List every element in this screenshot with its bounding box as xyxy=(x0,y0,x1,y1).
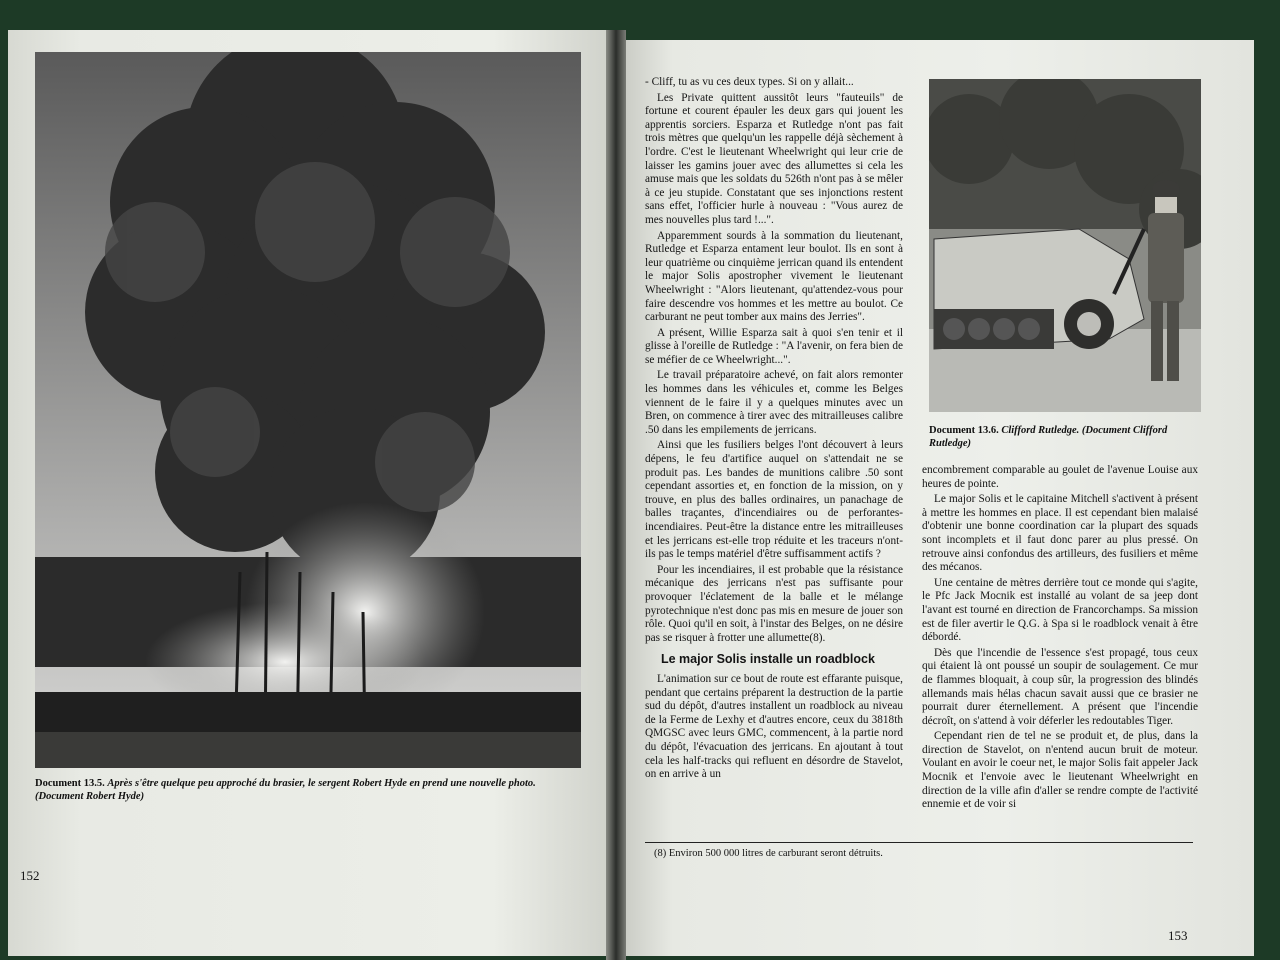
footnote: (8) Environ 500 000 litres de carburant seront détruits. xyxy=(654,848,883,859)
book-gutter xyxy=(606,30,626,960)
caption-text: Clifford Rutledge. (Document Clifford Rutledge) xyxy=(929,425,1168,449)
paragraph: Le major Solis et le capitaine Mitchell s'activent à présent à mettre les hommes en place. Il est cependant bien malaisé d'obtenir une bonne coordination car la plupart des squads sont incomplets et il faut donc parer au plus pressé. On retrouve ainsi confondus des artilleurs, des fusiliers et même des mécanos. xyxy=(922,493,1198,574)
right-text-column-2 xyxy=(922,464,1198,814)
caption-text: Après s'être quelque peu approché du brasier, le sergent Robert Hyde en prend une nouvelle photo. (Document Robert Hyde) xyxy=(35,778,536,802)
paragraph: Dès que l'incendie de l'essence s'est propagé, tous ceux qui étaient là ont poussé un soupir de soulagement. Ce mur de flammes bloquait, à coup sûr, la progression des blindés allemands mais hélas chacun savait aussi que ce brasier ne pourrait durer éternellement. A présent que l'incendie décroît, on s'attend à voir déferler les redoutables Tiger. xyxy=(922,646,1198,727)
paragraph: L'animation sur ce bout de route est effarante puisque, pendant que certains préparent la destruction de la partie sud du dépôt, d'autres installent un roadblock au niveau de la Ferme de Lexhy et d'autres encore, ceux du 3818th QMGSC avec leurs GMC, commencent, à la partie nord du dépôt, l'évacuation des jerricans. En ajoutant à tout cela les half-tracks qui refluent en désordre de Stavelot, on en arrive à un xyxy=(645,672,903,781)
paragraph: Une centaine de mètres derrière tout ce monde qui s'agite, le Pfc Jack Mocnik est installé au volant de sa jeep dont l'avant est tourné en direction de Francorchamps. Sa mission est de filer avertir le Q.G. à Spa si le roadblock venait à être débordé. xyxy=(922,576,1198,644)
paragraph: A présent, Willie Esparza sait à quoi s'en tenir et il glisse à l'oreille de Rutledge : "A l'avenir, on fera bien de se méfier de ce Wheelwright...". xyxy=(645,326,903,366)
page-number-right: 153 xyxy=(1168,928,1188,943)
paragraph: - Cliff, tu as vu ces deux types. Si on y allait... xyxy=(645,76,854,88)
halftrack-soldier-photo xyxy=(929,79,1201,412)
paragraph: Le travail préparatoire achevé, on fait alors remonter les hommes dans les véhicules et, comme les Belges viennent de le faire il y a quelques minutes avec un Bren, on commence à tirer avec des mitrailleuses calibre .50 dans les empilements de jerricans. xyxy=(645,369,903,436)
caption-label: Document 13.5. xyxy=(35,778,105,789)
page-number-left: 152 xyxy=(20,868,40,883)
paragraph: encombrement comparable au goulet de l'avenue Louise aux heures de pointe. xyxy=(922,464,1198,490)
section-heading: Le major Solis installe un roadblock xyxy=(661,652,875,667)
paragraph: Cependant rien de tel ne se produit et, de plus, dans la direction de Stavelot, on n'entend aucun bruit de moteur. Voulant en avoir le coeur net, le major Solis fait appeler Jack Mocnik et l'envoie avec le lieutenant Wheelwright en direction de la ville afin d'aller se rendre compte de l'activité ennemie et de voir si xyxy=(922,730,1198,811)
right-text-column-1 xyxy=(645,76,903,784)
footnote-rule xyxy=(645,842,1193,843)
caption-label: Document 13.6. xyxy=(929,425,999,436)
right-photo-caption xyxy=(929,424,1201,450)
smoke-cloud-photo xyxy=(35,52,581,768)
paragraph: Les Private quittent aussitôt leurs "fauteuils" de fortune et courent épauler les deux gars qui jouent les apprentis sorciers. Esparza et Rutledge n'ont pas fait trois mètres que quelqu'un les rappelle déjà sèchement à l'ordre. C'est le lieutenant Wheelwright qui leur crie de laisser les gamins jouer avec des allumettes si cela les amuse mais que les soldats du 526th n'ont pas à se mêler à ce jeu stupide. Constatant que ses injonctions restent sans effet, l'officier hurle à nouveau : "Vous aurez de mes nouvelles plus tard !...". xyxy=(645,91,903,226)
paragraph: Apparemment sourds à la sommation du lieutenant, Rutledge et Esparza entament leur boulot. Ils en sont à leur quatrième ou cinquième jerrican quand ils entendent le major Solis apostropher vivement le lieutenant Wheelwright : "Alors lieutenant, qu'attendez-vous pour faire descendre vos hommes et les mettre au boulot. Ce carburant ne peut tomber aux mains des Jerries". xyxy=(645,229,903,324)
paragraph: Ainsi que les fusiliers belges l'ont découvert à leurs dépens, le feu d'artifice auquel on s'attendait ne se produit pas. Les bandes de munitions calibre .50 sont cependant assorties et, en fonction de la mission, on y trouve, en plus des balles ordinaires, un panachage de balles traçantes, d'incendiaires ou de perforantes-incendiaires. Peut-être la distance entre les mitrailleuses et les jerricans est-elle trop réduite et les traceurs n'ont-ils pas le temps matériel d'être suffisamment actifs ? xyxy=(645,439,903,561)
paragraph: Pour les incendiaires, il est probable que la résistance mécanique des jerricans n'est pas suffisante pour provoquer l'éclatement de la balle et le mélange pyrotechnique n'est donc pas mis en mesure de jouer son rôle. Quoi qu'il en soit, à l'instar des Belges, on ne désire pas se risquer à frotter une allumette(8). xyxy=(645,563,903,644)
left-photo-caption xyxy=(35,777,581,803)
